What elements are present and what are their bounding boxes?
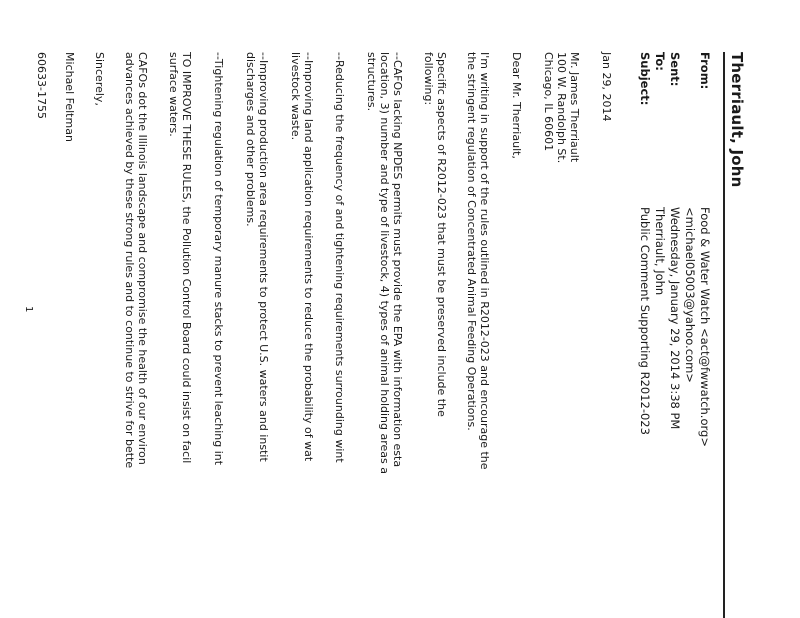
bullet-npdes: location, 3) number and type of livestock, 4) types of animal holding areas a bbox=[378, 52, 391, 474]
improve-paragraph: surface waters. bbox=[167, 52, 180, 137]
address-line: Chicago, IL 60601 bbox=[542, 52, 555, 152]
letter-date: Jan 29, 2014 bbox=[600, 52, 613, 122]
subject-value: Public Comment Supporting R2012-023 bbox=[638, 207, 652, 435]
bullet-production-area: --Improving production area requirements to protect U.S. waters and instit bbox=[257, 52, 270, 462]
salutation: Dear Mr. Therriault, bbox=[510, 52, 523, 159]
bullet-npdes: --CAFOs lacking NPDES permits must provide the EPA with information esta bbox=[391, 52, 404, 468]
signer-name: Michael Feltman bbox=[63, 52, 76, 142]
to-label: To: bbox=[653, 52, 667, 71]
from-email: <michael05003@yahoo.com> bbox=[683, 207, 697, 383]
title-divider bbox=[723, 52, 725, 618]
bullet-npdes: structures. bbox=[365, 52, 378, 112]
aspects-line: Specific aspects of R2012-023 that must be preserved include the bbox=[435, 52, 448, 417]
address-line: 100 W. Randolph St. bbox=[555, 52, 568, 164]
aspects-line: following: bbox=[422, 52, 435, 106]
bullet-winter: --Reducing the frequency of and tightening requirements surrounding wint bbox=[333, 52, 346, 463]
improve-paragraph: TO IMPROVE THESE RULES, the Pollution Control Board could insist on facil bbox=[180, 52, 193, 464]
from-label: From: bbox=[698, 52, 712, 90]
subject-label: Subject: bbox=[638, 52, 652, 106]
from-value: Food & Water Watch <act@fwwatch.org> bbox=[698, 207, 712, 447]
sent-value: Wednesday, January 29, 2014 3:38 PM bbox=[668, 207, 682, 430]
bullet-land-application: livestock waste. bbox=[289, 52, 302, 141]
bullet-manure-stacks: --Tightening regulation of temporary manure stacks to prevent leaching int bbox=[212, 52, 225, 466]
signer-zip: 60633-1755 bbox=[35, 52, 48, 119]
intro-line: the stringent regulation of Concentrated Animal Feeding Operations. bbox=[465, 52, 478, 431]
intro-line: I'm writing in support of the rules outlined in R2012-023 and encourage the bbox=[478, 52, 491, 470]
page-number: 1 bbox=[23, 306, 34, 313]
closing-paragraph: advances achieved by these strong rules and to continue to strive for bette bbox=[123, 52, 136, 469]
address-line: Mr. James Therriault bbox=[568, 52, 581, 163]
bullet-land-application: --Improving land application requirements to reduce the probability of wat bbox=[302, 52, 315, 462]
signoff: Sincerely, bbox=[93, 52, 106, 106]
document-title: Therriault, John bbox=[728, 52, 746, 188]
bullet-production-area: discharges and other problems. bbox=[244, 52, 257, 227]
to-value: Therriault, John bbox=[653, 207, 667, 296]
sent-label: Sent: bbox=[668, 52, 682, 87]
closing-paragraph: CAFOs dot the Illinois landscape and compromise the health of our environ bbox=[136, 52, 149, 465]
